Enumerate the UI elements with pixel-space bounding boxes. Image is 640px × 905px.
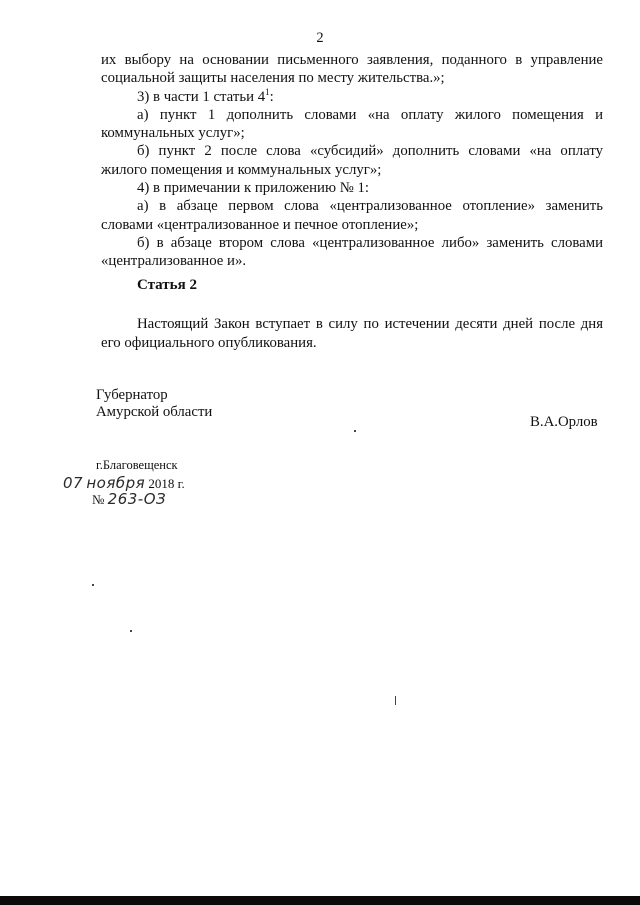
superscript: 1 <box>265 86 270 97</box>
issuance-year: 2018 г. <box>148 476 185 491</box>
paragraph-continuation: их выбору на основании письменного заявления, поданного в управление социальной защиты населения по месту жительства.»; <box>101 52 603 87</box>
handwritten-day: 07 <box>63 474 84 492</box>
paragraph-item-3-colon: : <box>269 88 274 105</box>
paragraph-item-4: 4) в примечании к приложению № 1: <box>137 180 370 197</box>
paragraph-item-4b: б) в абзаце втором слова «централизованное либо» заменить словами «централизованное и». <box>101 234 603 270</box>
signer-name: В.А.Орлов <box>530 414 598 430</box>
article-heading: Статья 2 <box>137 277 197 293</box>
article-text: Настоящий Закон вступает в силу по истечении десяти дней после дня его официального опубликования. <box>101 316 603 351</box>
signatory-region: Амурской области <box>96 404 213 420</box>
paragraph-item-3-text: 3) в части 1 статьи 4 <box>137 88 266 105</box>
paragraph-item-4a: а) в абзаце первом слова «централизованное отопление» заменить словами «централизованное и печное отопление»; <box>101 198 603 233</box>
amendment-text <box>101 51 603 271</box>
page-number: 2 <box>316 30 324 46</box>
paragraph-item-3b: б) пункт 2 после слова «субсидий» дополнить словами «на оплату жилого помещения и коммунальных услуг»; <box>101 143 603 178</box>
paragraph-item-3 <box>101 88 603 106</box>
signatory-position <box>96 387 212 421</box>
scan-speck <box>354 430 356 432</box>
scan-speck <box>395 696 396 705</box>
scan-bottom-edge <box>0 896 640 905</box>
scan-speck <box>92 584 94 586</box>
issuance-place: г.Благовещенск <box>96 458 178 472</box>
handwritten-number: 263-ОЗ <box>107 490 167 508</box>
scan-speck <box>130 630 132 632</box>
signatory-title: Губернатор <box>96 387 168 403</box>
paragraph-item-3a: а) пункт 1 дополнить словами «на оплату жилого помещения и коммунальных услуг»; <box>101 106 603 142</box>
issuance-number <box>92 490 166 508</box>
number-label: № <box>92 492 105 507</box>
handwritten-month: ноября <box>86 474 146 492</box>
